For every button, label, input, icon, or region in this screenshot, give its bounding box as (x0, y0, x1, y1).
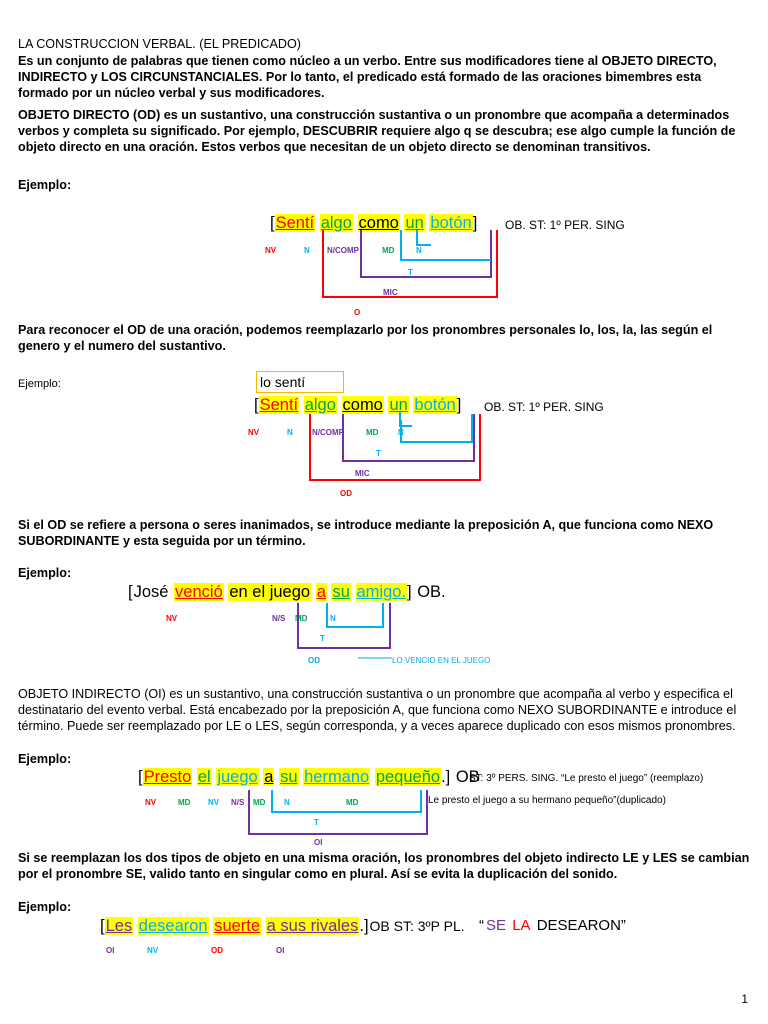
example-label-3: Ejemplo: (18, 566, 72, 580)
ex2-label: OD (340, 489, 352, 498)
ex2-bracket-od (310, 414, 480, 480)
od-definition: OBJETO DIRECTO (OD) es un sustantivo, una construcción sustantiva o un pronombre que acompaña a determinados verbos y completa su significado. Por ejemplo, DESCUBRIR requiere algo q se descubra; ese algo cumple la función de objeto directo en una oración. Estos verbos que necesitan de un objeto directo se denominan transitivos. (18, 108, 736, 155)
ex3-label: N/S (272, 614, 286, 623)
ex3-word: en el juego (229, 583, 311, 601)
ex3-bracket-od (298, 603, 390, 648)
ex1-word: Sentí (275, 214, 315, 232)
ex2-label: MIC (355, 469, 370, 478)
ex4-label: MD (346, 798, 359, 807)
ex2-word: un (389, 396, 408, 414)
example-label-5: Ejemplo: (18, 900, 72, 914)
ex4-label: NV (208, 798, 220, 807)
ex1-bracket-t-inner (401, 230, 491, 260)
od-replacement-text: Para reconocer el OD de una oración, podemos reemplazarlo por los pronombres personales lo, los, la, las según el genero y el numero del sustantivo. (18, 323, 713, 354)
ex1-label: MIC (383, 288, 398, 297)
ex4-word: hermano (304, 768, 370, 786)
ex3-word: a (316, 583, 326, 601)
ex1-word: como (358, 214, 399, 232)
ex3-label: T (320, 634, 325, 643)
ex5-label: OI (276, 946, 285, 955)
ex3-word: venció (175, 583, 223, 601)
ex5-desearon: DESEARON” (536, 917, 626, 934)
ex4-word: juego (217, 768, 258, 786)
ex5-quote-open: “ (479, 917, 484, 934)
ex4-label: MD (253, 798, 266, 807)
ex4-note-2: Le presto el juego a su hermano pequeño”(duplicado) (428, 795, 666, 806)
ex3-observation: OB. (417, 583, 446, 601)
page-title: LA CONSTRUCCION VERBAL. (EL PREDICADO) (18, 37, 301, 51)
example-label-4: Ejemplo: (18, 752, 72, 766)
example-1-sentence: [Sentí algo como un botón] (270, 214, 478, 232)
ex1-label: N/COMP (327, 246, 359, 255)
ex1-label: T (408, 268, 413, 277)
example-label-2: Ejemplo: (18, 378, 61, 390)
example-5-sentence: [Les desearon suerte a sus rivales.]OB ST: 3ºP PL. (100, 917, 465, 935)
ex2-bracket-mic (343, 414, 474, 461)
ex3-label: NV (166, 614, 178, 623)
ex4-word: su (280, 768, 298, 786)
ex1-bracket-t (361, 230, 491, 277)
ex2-label: N (287, 428, 293, 437)
ex4-label: N (284, 798, 290, 807)
ex5-label: OI (106, 946, 115, 955)
ex3-word: amigo. (356, 583, 407, 601)
example-4-sentence: [Presto el juego a su hermano pequeño.] OB (138, 768, 480, 786)
example-2-sentence: [Sentí algo como un botón] (254, 396, 462, 414)
ex1-label: O (354, 308, 361, 317)
ex2-label: NV (248, 428, 260, 437)
ex2-replacement-box: lo sentí (256, 371, 344, 393)
ex5-word: suerte (214, 917, 261, 935)
oi-definition: OBJETO INDIRECTO (OI) es un sustantivo, una construcción sustantiva o un pronombre que acompaña al verbo y especifica el destinatario del evento verbal. Está encabezado por la preposición A, que funciona como NEXO SUBORDINANTE e introduce el término. Puede ser reemplazado por LE o LES, según corresponda, y a veces aparece duplicado con esos mismos pronombres. (18, 687, 737, 734)
ex2-label: MD (366, 428, 379, 437)
ex4-label: T (314, 818, 319, 827)
ex1-label: N (304, 246, 310, 255)
ex2-word: como (342, 396, 383, 414)
ex4-note-1: ST: 3º PERS. SING. “Le presto el juego” (reemplazo) (469, 773, 704, 784)
ex5-word: desearon (138, 917, 208, 935)
ex5-word: a sus rivales (266, 917, 359, 935)
ex2-bracket-t (401, 414, 472, 442)
ex2-word: botón (414, 396, 456, 414)
ex5-label: OD (211, 946, 223, 955)
ex3-label: N (330, 614, 336, 623)
se-replacement-text: Si se reemplazan los dos tipos de objeto en una misma oración, los pronombres del objeto indirecto LE y LES se cambian por el pronombre SE, valido tanto en singular como en plural. Así se evita la duplicación del sonido. (18, 851, 750, 882)
ex2-label: N (398, 428, 404, 437)
ex3-word: su (332, 583, 350, 601)
ex5-observation: OB ST: 3ºP PL. (369, 918, 465, 934)
ex1-word: algo (320, 214, 352, 232)
ex3-label: LO VENCIO EN EL JUEGO (392, 656, 491, 665)
ex5-label: NV (147, 946, 159, 955)
ex1-bracket-o (323, 230, 497, 297)
od-persona-text: Si el OD se refiere a persona o seres inanimados, se introduce mediante la preposición A, que funciona como NEXO SUBORDINANTE y esta seguida por un término. (18, 518, 714, 549)
ex4-label: OI (314, 838, 323, 847)
ex4-label: N/S (231, 798, 245, 807)
ex2-label: N/COMP (312, 428, 344, 437)
example-3-sentence: [José venció en el juego a su amigo.] OB. (128, 583, 446, 601)
ex4-word: Presto (143, 768, 192, 786)
ex4-word: a (264, 768, 274, 786)
ex3-word: José (133, 583, 169, 601)
ex2-label: T (376, 449, 381, 458)
ex1-observation: OB. ST: 1º PER. SING (505, 218, 625, 232)
ex1-label: MD (382, 246, 395, 255)
example-label-1: Ejemplo: (18, 178, 72, 192)
ex4-word: pequeño (375, 768, 441, 786)
page-number: 1 (741, 992, 748, 1006)
ex4-bracket-t (272, 790, 421, 812)
ex1-word: un (405, 214, 424, 232)
ex3-label: OD (308, 656, 320, 665)
ex1-word: botón (430, 214, 472, 232)
ex3-bracket-t (327, 603, 383, 627)
ex1-label: N (416, 246, 422, 255)
intro-paragraph: Es un conjunto de palabras que tienen como núcleo a un verbo. Entre sus modificadores tiene al OBJETO DIRECTO, INDIRECTO y LOS CIRCUNSTANCIALES. Por lo tanto, el predicado está formado de las oraciones bimembres esta formado por un núcleo verbal y sus modificadores. (18, 54, 717, 101)
ex1-label: NV (265, 246, 277, 255)
ex5-word: Les (105, 917, 133, 935)
ex2-observation: OB. ST: 1º PER. SING (484, 400, 604, 414)
ex1-bracket-n (417, 230, 431, 245)
ex4-label: MD (178, 798, 191, 807)
ex3-label: MD (295, 614, 308, 623)
ex5-se: SE (486, 917, 507, 934)
ex4-ob: OB (455, 768, 480, 786)
ex5-la: LA (512, 917, 531, 934)
ex4-label: NV (145, 798, 157, 807)
ex4-word: el (197, 768, 211, 786)
ex2-word: algo (304, 396, 336, 414)
ex2-word: Sentí (259, 396, 299, 414)
